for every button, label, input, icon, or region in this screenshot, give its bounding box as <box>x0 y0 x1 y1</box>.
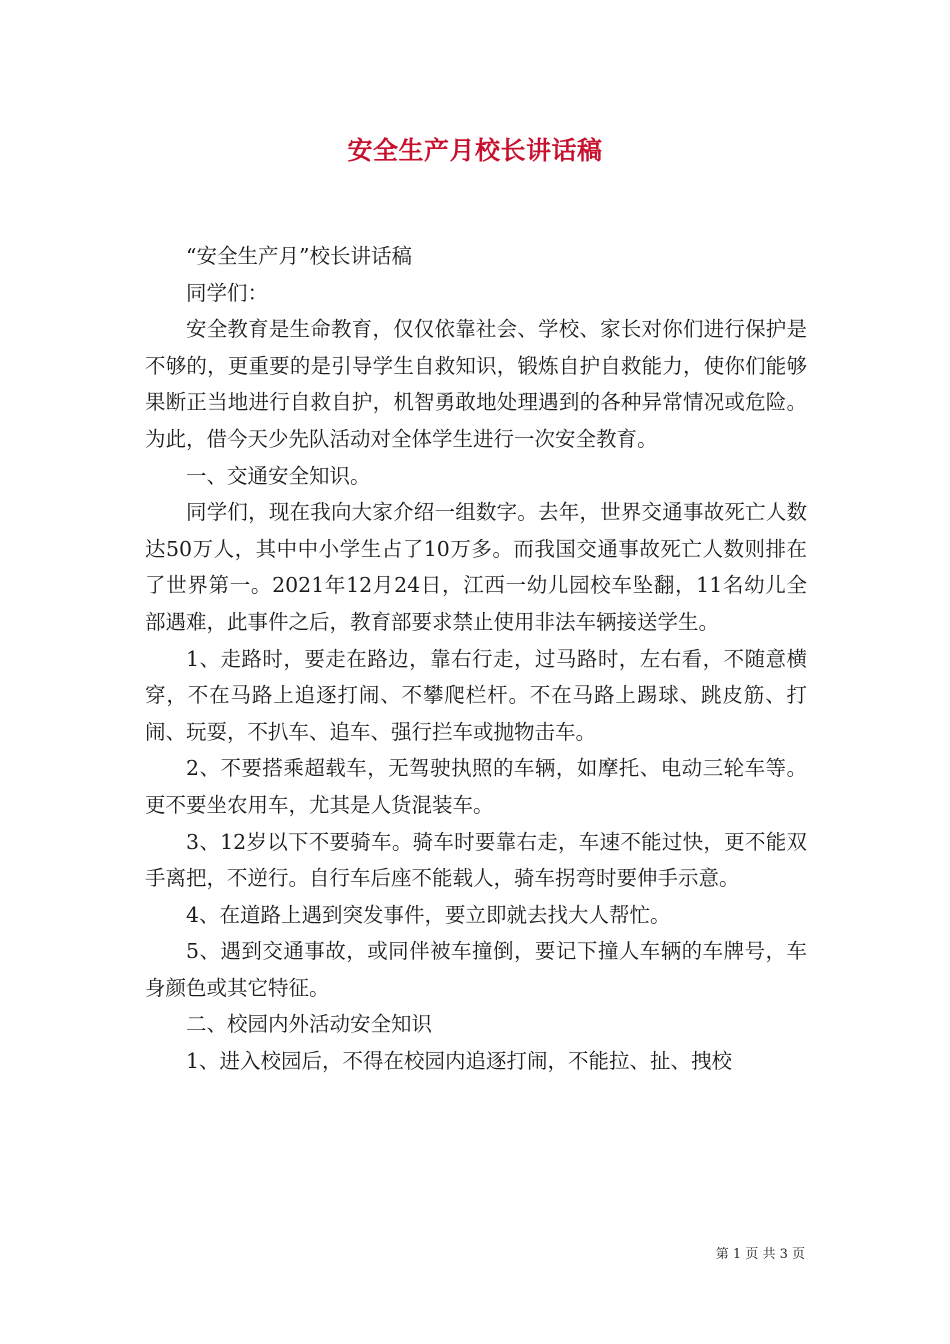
paragraph-rule-2: 2、不要搭乘超载车，无驾驶执照的车辆，如摩托、电动三轮车等。更不要坐农用车，尤其是人货混装车。 <box>145 756 807 817</box>
paragraph-traffic-stats: 同学们，现在我向大家介绍一组数字。去年，世界交通事故死亡人数达50万人，其中中小学生占了10万多。而我国交通事故死亡人数则排在了世界第一。2021年12月24日，江西一幼儿园校车坠翻，11名幼儿全部遇难，此事件之后，教育部要求禁止使用非法车辆接送学生。 <box>145 500 807 634</box>
page-number-footer: 第 1 页 共 3 页 <box>715 1247 805 1262</box>
paragraph-greeting: 同学们： <box>186 280 268 305</box>
document-body <box>145 238 807 1080</box>
paragraph-subtitle: “安全生产月”校长讲话稿 <box>186 244 412 268</box>
paragraph-campus-rule-1: 1、进入校园后，不得在校园内追逐打闹，不能拉、扯、拽校 <box>186 1049 733 1074</box>
document-title: 安全生产月校长讲话稿 <box>347 136 603 165</box>
paragraph-rule-4: 4、在道路上遇到突发事件，要立即就去找大人帮忙。 <box>186 902 671 927</box>
section-heading-campus: 二、校园内外活动安全知识 <box>186 1012 432 1037</box>
paragraph-intro: 安全教育是生命教育，仅仅依靠社会、学校、家长对你们进行保护是不够的，更重要的是引导学生自救知识，锻炼自护自救能力，使你们能够果断正当地进行自救自护，机智勇敢地处理遇到的各种异常情况或危险。为此，借今天少先队活动对全体学生进行一次安全教育。 <box>145 317 807 451</box>
paragraph-rule-3: 3、12岁以下不要骑车。骑车时要靠右走，车速不能过快，更不能双手离把，不逆行。自行车后座不能载人，骑车拐弯时要伸手示意。 <box>145 829 807 891</box>
section-heading-traffic: 一、交通安全知识。 <box>186 463 371 488</box>
paragraph-rule-1: 1、走路时，要走在路边，靠右行走，过马路时，左右看，不随意横穿，不在马路上追逐打闹、不攀爬栏杆。不在马路上踢球、跳皮筋、打闹、玩耍，不扒车、追车、强行拦车或抛物击车。 <box>145 646 807 744</box>
paragraph-rule-5: 5、遇到交通事故，或同伴被车撞倒，要记下撞人车辆的车牌号，车身颜色或其它特征。 <box>145 939 807 1000</box>
